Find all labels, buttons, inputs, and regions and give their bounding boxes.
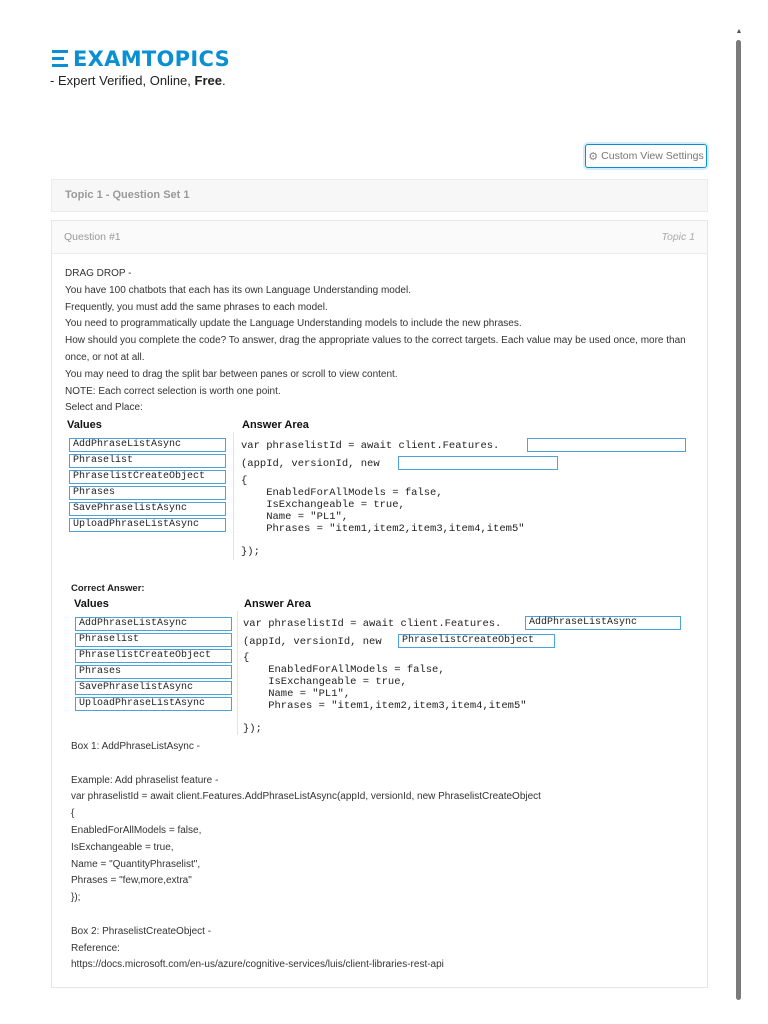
- question-line: You may need to drag the split bar between panes or scroll to view content.: [65, 368, 398, 380]
- explanation-line: [71, 907, 691, 924]
- value-item: Phraselist: [75, 633, 232, 647]
- explanation-line: IsExchangeable = true,: [71, 841, 174, 853]
- code-line: Phrases = "item1,item2,item3,item4,item5": [243, 700, 527, 712]
- tagline-bold: Free: [194, 73, 222, 88]
- code-line: EnabledForAllModels = false,: [243, 664, 445, 676]
- value-item[interactable]: Phrases: [69, 486, 226, 500]
- code-line: Phrases = "item1,item2,item3,item4,item5": [241, 523, 525, 535]
- answer-explanation: [71, 739, 691, 974]
- question-line: How should you complete the code? To answer, drag the appropriate values to the correct targets. Each value may be used once, more than once, or not at all.: [65, 335, 686, 363]
- values-list: [69, 438, 226, 534]
- pane-divider: [237, 611, 238, 735]
- value-item[interactable]: AddPhraseListAsync: [69, 438, 226, 452]
- logo-text: EXAMTOPICS: [73, 47, 230, 71]
- value-item[interactable]: SavePhraselistAsync: [69, 502, 226, 516]
- explanation-line: Reference:: [71, 942, 120, 954]
- scroll-up-arrow-icon[interactable]: ▲: [735, 28, 743, 35]
- drag-drop-figure: [66, 418, 696, 568]
- tagline: [50, 73, 226, 88]
- answer-box-2: PhraselistCreateObject: [398, 634, 555, 648]
- value-item[interactable]: Phraselist: [69, 454, 226, 468]
- correct-answer-figure: [71, 597, 691, 737]
- code-line: IsExchangeable = true,: [241, 499, 405, 511]
- value-item: PhraselistCreateObject: [75, 649, 232, 663]
- explanation-line: EnabledForAllModels = false,: [71, 824, 202, 836]
- value-item[interactable]: UploadPhraseListAsync: [69, 518, 226, 532]
- correct-answer-label: Correct Answer:: [71, 583, 145, 594]
- code-line: var phraselistId = await client.Features.: [241, 440, 500, 452]
- explanation-line: Box 1: AddPhraseListAsync -: [71, 741, 200, 752]
- reference-line: [71, 957, 691, 974]
- explanation-line: Example: Add phraselist feature -: [71, 774, 219, 786]
- question-body: [65, 266, 695, 417]
- code-line: IsExchangeable = true,: [243, 676, 407, 688]
- question-line: DRAG DROP -: [65, 268, 132, 279]
- question-line: Select and Place:: [65, 402, 143, 414]
- question-number: Question #1: [64, 231, 121, 243]
- explanation-line: Box 2: PhraselistCreateObject -: [71, 925, 212, 937]
- value-item: UploadPhraseListAsync: [75, 697, 232, 711]
- logo-e-icon: [52, 49, 72, 67]
- pane-divider: [233, 432, 234, 560]
- question-line: You have 100 chatbots that each has its own Language Understanding model.: [65, 284, 411, 296]
- reference-link[interactable]: https://docs.microsoft.com/en-us/azure/cognitive-services/luis/client-libraries-rest-api: [71, 959, 444, 971]
- question-card: [51, 220, 708, 988]
- value-item: SavePhraselistAsync: [75, 681, 232, 695]
- values-list: [75, 617, 232, 713]
- value-item[interactable]: PhraselistCreateObject: [69, 470, 226, 484]
- code-line: var phraselistId = await client.Features.: [243, 618, 502, 630]
- explanation-line: {: [71, 808, 75, 820]
- tagline-prefix: - Expert Verified, Online,: [50, 73, 195, 88]
- question-line: You need to programmatically update the Language Understanding models to include the new phrases.: [65, 318, 522, 330]
- code-line: });: [243, 723, 262, 735]
- explanation-line: });: [71, 892, 81, 904]
- values-title: Values: [67, 419, 102, 431]
- question-line: Frequently, you must add the same phrases to each model.: [65, 301, 328, 313]
- code-line: {: [241, 475, 248, 487]
- question-topic: Topic 1: [661, 231, 695, 243]
- answer-target-box-2[interactable]: [398, 456, 558, 470]
- custom-view-settings-label: Custom View Settings: [601, 150, 704, 162]
- code-line: (appId, versionId, new: [241, 458, 380, 470]
- question-line: NOTE: Each correct selection is worth one point.: [65, 385, 281, 397]
- value-item: AddPhraseListAsync: [75, 617, 232, 631]
- explanation-line: var phraselistId = await client.Features.AddPhraseListAsync(appId, versionId, new PhraselistCreateObject: [71, 791, 541, 803]
- explanation-line: Phrases = "few,more,extra": [71, 875, 192, 887]
- code-line: Name = "PL1",: [243, 688, 351, 700]
- explanation-line: Name = "QuantityPhraselist",: [71, 858, 201, 870]
- answer-target-box-1[interactable]: [527, 438, 686, 452]
- code-line: {: [243, 652, 250, 664]
- values-title: Values: [74, 598, 109, 610]
- answer-area-title: Answer Area: [242, 419, 309, 431]
- code-line: (appId, versionId, new: [243, 636, 382, 648]
- answer-area-title: Answer Area: [244, 598, 311, 610]
- value-item: Phrases: [75, 665, 232, 679]
- gear-icon: ⚙: [588, 150, 599, 163]
- topic-header: Topic 1 - Question Set 1: [51, 179, 708, 212]
- explanation-line: [71, 756, 691, 773]
- code-line: EnabledForAllModels = false,: [241, 487, 443, 499]
- code-line: Name = "PL1",: [241, 511, 349, 523]
- code-line: });: [241, 546, 260, 558]
- scrollbar-thumb[interactable]: [736, 40, 741, 1000]
- question-header: [52, 221, 707, 254]
- examtopics-logo[interactable]: [52, 47, 230, 71]
- custom-view-settings-button[interactable]: [585, 144, 707, 168]
- answer-box-1: AddPhraseListAsync: [525, 616, 681, 630]
- tagline-suffix: .: [221, 73, 226, 88]
